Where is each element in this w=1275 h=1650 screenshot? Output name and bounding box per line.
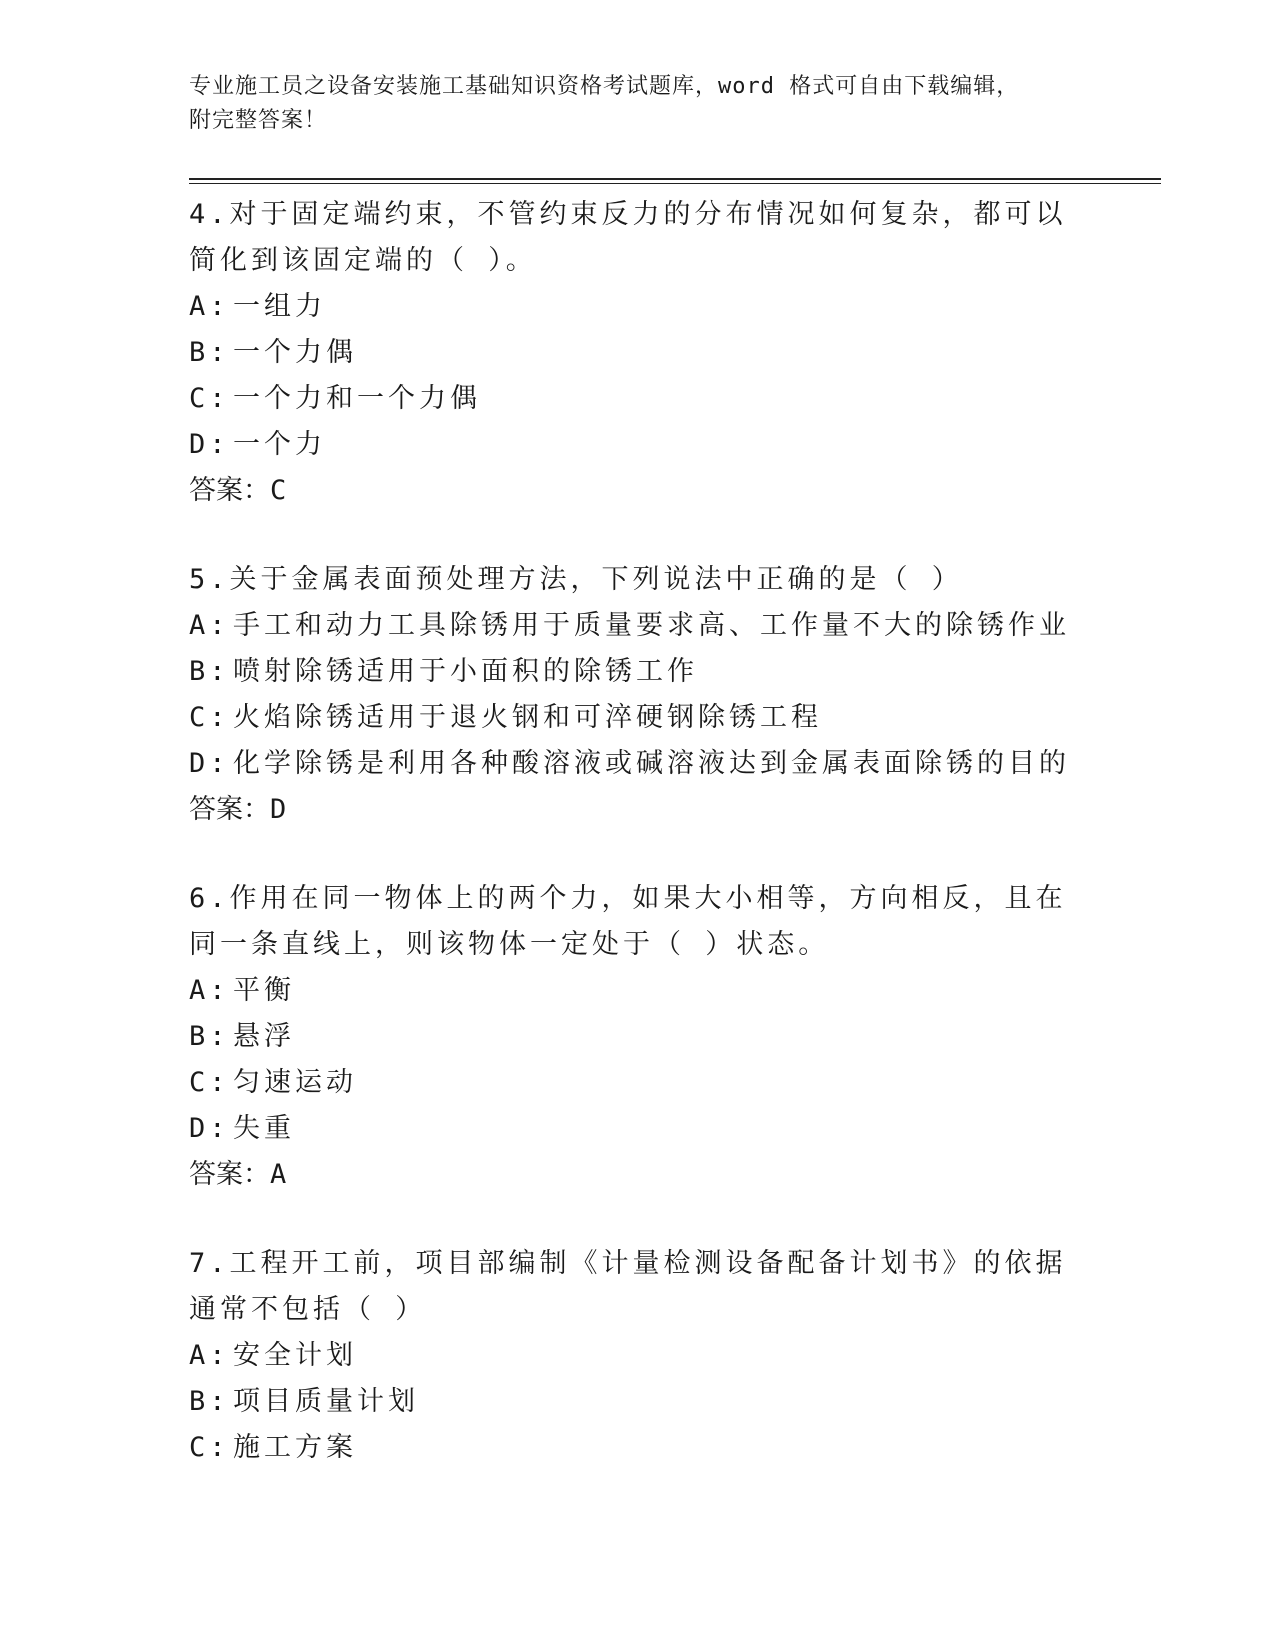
answer-line	[189, 787, 1089, 833]
answer-line	[189, 468, 1089, 514]
answer-option	[189, 695, 1089, 741]
answer-option	[189, 422, 1089, 468]
option-letter: D:	[189, 748, 230, 779]
option-letter: C:	[189, 1067, 230, 1098]
option-text: 喷射除锈适用于小面积的除锈工作	[233, 656, 698, 687]
answer-option	[189, 1106, 1089, 1152]
option-letter: A:	[189, 291, 230, 322]
question-block	[189, 192, 1089, 514]
option-text: 失重	[233, 1113, 295, 1144]
answer-value: C	[270, 475, 287, 506]
header-line-1: 专业施工员之设备安装施工基础知识资格考试题库，word 格式可自由下载编辑，	[189, 74, 1020, 99]
option-letter: B:	[189, 1386, 230, 1417]
option-letter: A:	[189, 610, 230, 641]
answer-option	[189, 284, 1089, 330]
answer-value: A	[270, 1159, 287, 1190]
answer-option	[189, 1333, 1089, 1379]
option-text: 手工和动力工具除锈用于质量要求高、工作量不大的除锈作业	[233, 610, 1070, 641]
option-letter: A:	[189, 975, 230, 1006]
option-text: 一个力	[233, 429, 326, 460]
option-text: 化学除锈是利用各种酸溶液或碱溶液达到金属表面除锈的目的	[233, 748, 1070, 779]
question-block	[189, 557, 1089, 833]
option-text: 火焰除锈适用于退火钢和可淬硬钢除锈工程	[233, 702, 822, 733]
answer-option	[189, 968, 1089, 1014]
header-divider-thick	[189, 178, 1161, 180]
answer-option	[189, 603, 1089, 649]
question-list	[189, 192, 1089, 1514]
option-letter: B:	[189, 337, 230, 368]
answer-option	[189, 330, 1089, 376]
header-divider-thin	[189, 183, 1161, 184]
question-stem: 6.作用在同一物体上的两个力，如果大小相等，方向相反，且在同一条直线上，则该物体一定处于（ ）状态。	[189, 883, 1067, 960]
option-letter: D:	[189, 1113, 230, 1144]
answer-option	[189, 376, 1089, 422]
option-text: 一组力	[233, 291, 326, 322]
answer-option	[189, 1060, 1089, 1106]
option-letter: C:	[189, 702, 230, 733]
answer-label: 答案：	[189, 1159, 270, 1190]
option-text: 一个力和一个力偶	[233, 383, 481, 414]
answer-option	[189, 741, 1089, 787]
option-text: 施工方案	[233, 1432, 357, 1463]
answer-label: 答案：	[189, 794, 270, 825]
option-text: 平衡	[233, 975, 295, 1006]
answer-option	[189, 649, 1089, 695]
option-text: 匀速运动	[233, 1067, 357, 1098]
option-letter: B:	[189, 1021, 230, 1052]
document-header	[189, 70, 1089, 138]
answer-label: 答案：	[189, 475, 270, 506]
question-block	[189, 1241, 1089, 1471]
question-stem: 4.对于固定端约束，不管约束反力的分布情况如何复杂，都可以简化到该固定端的（ ）。	[189, 199, 1067, 276]
question-stem: 7.工程开工前，项目部编制《计量检测设备配备计划书》的依据通常不包括（ ）	[189, 1248, 1067, 1325]
answer-option	[189, 1379, 1089, 1425]
answer-line	[189, 1152, 1089, 1198]
option-letter: A:	[189, 1340, 230, 1371]
answer-option	[189, 1014, 1089, 1060]
question-stem: 5.关于金属表面预处理方法，下列说法中正确的是（ ）	[189, 564, 963, 595]
question-block	[189, 876, 1089, 1198]
option-text: 项目质量计划	[233, 1386, 419, 1417]
option-letter: B:	[189, 656, 230, 687]
option-letter: D:	[189, 429, 230, 460]
option-text: 安全计划	[233, 1340, 357, 1371]
option-text: 悬浮	[233, 1021, 295, 1052]
option-letter: C:	[189, 383, 230, 414]
header-line-2: 附完整答案！	[189, 108, 328, 133]
answer-value: D	[270, 794, 287, 825]
option-text: 一个力偶	[233, 337, 357, 368]
option-letter: C:	[189, 1432, 230, 1463]
answer-option	[189, 1425, 1089, 1471]
